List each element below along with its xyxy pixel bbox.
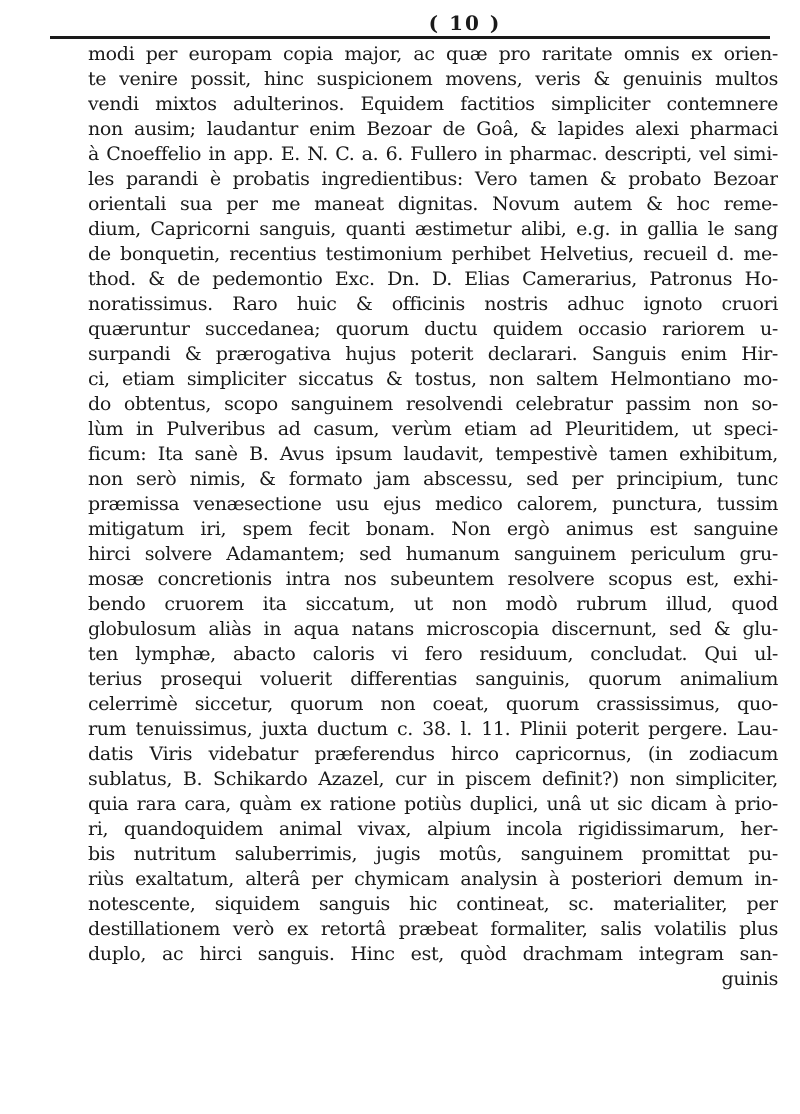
text-line: ten lymphæ, abacto caloris vi fero residuum, concludat. Qui ul-: [88, 643, 778, 665]
text-line: hirci solvere Adamantem; sed humanum sanguinem periculum gru-: [88, 543, 778, 565]
text-line: surpandi & prærogativa hujus poterit declarari. Sanguis enim Hir-: [88, 343, 778, 365]
text-line: mosæ concretionis intra nos subeuntem resolvere scopus est, exhi-: [88, 568, 778, 590]
text-line: do obtentus, scopo sanguinem resolvendi celebratur passim non so-: [88, 393, 778, 415]
text-line: terius prosequi voluerit differentias sanguinis, quorum animalium: [88, 668, 778, 690]
text-line: te venire possit, hinc suspicionem movens, veris & genuinis multos: [88, 68, 778, 90]
text-line: thod. & de pedemontio Exc. Dn. D. Elias Camerarius, Patronus Ho-: [88, 268, 778, 290]
text-line: noratissimus. Raro huic & officinis nostris adhuc ignoto cruori: [88, 293, 778, 315]
text-line: rum tenuissimus, juxta ductum c. 38. l. 11. Plinii poterit pergere. Lau-: [88, 718, 778, 740]
text-line: bendo cruorem ita siccatum, ut non modò rubrum illud, quod: [88, 593, 778, 615]
text-line: non ausim; laudantur enim Bezoar de Goâ, & lapides alexi pharmaci: [88, 118, 778, 140]
text-line: non serò nimis, & formato jam abscessu, sed per principium, tunc: [88, 468, 778, 490]
body-text: [88, 42, 778, 992]
page-header: [50, 10, 770, 40]
text-line: quæruntur succedanea; quorum ductu quidem occasio rariorem u-: [88, 318, 778, 340]
text-line: à Cnoeffelio in app. E. N. C. a. 6. Fullero in pharmac. descripti, vel simi-: [88, 143, 778, 165]
text-line: sublatus, B. Schikardo Azazel, cur in piscem definit?) non simpliciter,: [88, 768, 778, 790]
text-line: destillationem verò ex retortâ præbeat formaliter, salis volatilis plus: [88, 918, 778, 940]
text-line: mitigatum iri, spem fecit bonam. Non ergò animus est sanguine: [88, 518, 778, 540]
text-line: celerrimè siccetur, quorum non coeat, quorum crassissimus, quo-: [88, 693, 778, 715]
text-line: bis nutritum saluberrimis, jugis motûs, sanguinem promittat pu-: [88, 843, 778, 865]
text-line: datis Viris videbatur præferendus hirco capricornus, (in zodiacum: [88, 743, 778, 765]
text-line: ficum: Ita sanè B. Avus ipsum laudavit, tempestivè tamen exhibitum,: [88, 443, 778, 465]
text-line: notescente, siquidem sanguis hic contineat, sc. materialiter, per: [88, 893, 778, 915]
text-line: globulosum aliàs in aqua natans microscopia discernunt, sed & glu-: [88, 618, 778, 640]
text-line: de bonquetin, recentius testimonium perhibet Helvetius, recueil d. me-: [88, 243, 778, 265]
text-line: les parandi è probatis ingredientibus: Vero tamen & probato Bezoar: [88, 168, 778, 190]
text-line: ci, etiam simpliciter siccatus & tostus, non saltem Helmontiano mo-: [88, 368, 778, 390]
text-line: ri, quandoquidem animal vivax, alpium incola rigidissimarum, her-: [88, 818, 778, 840]
header-rule: [50, 36, 770, 39]
text-line: riùs exaltatum, alterâ per chymicam analysin à posteriori demum in-: [88, 868, 778, 890]
text-line: præmissa venæsectione usu ejus medico calorem, punctura, tussim: [88, 493, 778, 515]
text-line: dium, Capricorni sanguis, quanti æstimetur alibi, e.g. in gallia le sang: [88, 218, 778, 240]
text-line: orientali sua per me maneat dignitas. Novum autem & hoc reme-: [88, 193, 778, 215]
text-line: modi per europam copia major, ac quæ pro raritate omnis ex orien-: [88, 43, 778, 65]
text-line: duplo, ac hirci sanguis. Hinc est, quòd drachmam integram san-: [88, 943, 778, 965]
text-line: vendi mixtos adulterinos. Equidem factitios simpliciter contemnere: [88, 93, 778, 115]
text-line: guinis: [721, 968, 778, 990]
page-number: ( 10 ): [428, 11, 502, 35]
text-line: quia rara cara, quàm ex ratione potiùs duplici, unâ ut sic dicam à prio-: [88, 793, 778, 815]
text-line: lùm in Pulveribus ad casum, verùm etiam ad Pleuritidem, ut speci-: [88, 418, 778, 440]
